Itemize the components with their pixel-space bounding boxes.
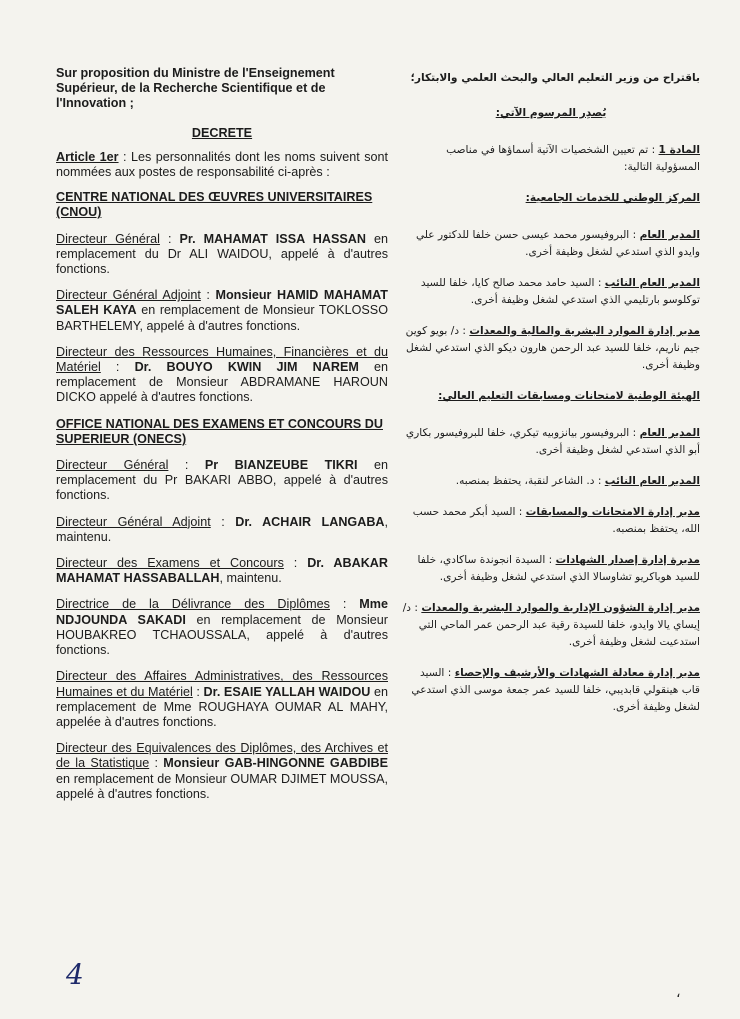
arabic-appointment-entry — [402, 275, 700, 309]
arabic-section-heading: المركز الوطني للخدمات الجامعية: — [525, 192, 700, 204]
arabic-entry-label: مدير إدارة الامتحانات والمسابقات — [525, 506, 700, 518]
arabic-appointment-entry — [402, 504, 700, 538]
french-entry-title: Directeur des Examens et Concours — [56, 556, 284, 571]
handwritten-page-number: 4 — [66, 958, 84, 991]
arabic-appointment-entry — [402, 227, 700, 261]
arabic-entry-label: المدير العام — [639, 427, 700, 439]
french-article-label: Article 1er — [56, 149, 119, 164]
french-entry-rest: en remplacement de Monsieur ABDRAMANE HAROUN DICKO appelé à d'autres fonctions. — [56, 360, 388, 405]
french-appointment-entry: Directrice de la Délivrance des Diplômes : Mme NDJOUNDA SAKADI en remplacement de Monsieur HOUBAKREO TCHAOUSSALA, appelé à d'autres fonctions. — [56, 597, 388, 658]
arabic-entry-label: مدير إدارة معادلة الشهادات والأرشيف والإحصاء — [454, 667, 700, 679]
french-entry-name: Dr. ACHAIR LANGABA — [235, 514, 385, 529]
french-entry-rest: en remplacement de Monsieur OUMAR DJIMET MOUSSA, appelé à d'autres fonctions. — [56, 771, 388, 801]
french-entry-name: Monsieur GAB-HINGONNE GABDIBE — [163, 756, 388, 771]
french-entry-title: Directeur des Equivalences des Diplômes, des Archives et de la Statistique — [56, 741, 388, 771]
french-entry-name: Monsieur HAMID MAHAMAT SALEH KAYA — [56, 288, 388, 318]
french-entry-title: Directeur des Affaires Administratives, des Ressources Humaines et du Matériel — [56, 669, 388, 699]
arabic-entry-text: : السيد قاب هينقولي قابديبي، خلفا للسيد عمر جمعة موسى الذي استدعي لشغل وظيفة أخرى. — [411, 667, 700, 713]
arabic-appointment-entry — [402, 425, 700, 459]
corner-mark: ، — [676, 984, 681, 1000]
french-entry-rest: en remplacement du Dr ALI WAIDOU, appelé à d'autres fonctions. — [56, 231, 388, 277]
french-article-text: : Les personnalités dont les noms suivent sont nommées aux postes de responsabilité ci-après : — [56, 149, 388, 180]
french-entry-name: Pr BIANZEUBE TIKRI — [204, 458, 358, 473]
arabic-entry-label: مدير إدارة الموارد البشرية والمالية والمعدات — [469, 325, 700, 337]
french-article-1 — [56, 150, 388, 180]
french-appointment-entry: Directeur Général : Pr BIANZEUBE TIKRI en remplacement du Pr BAKARI ABBO, appelé à d'autres fonctions. — [56, 458, 388, 503]
arabic-entry-text: : السيد أبكر محمد حسب الله، يحتفظ بمنصبه. — [412, 506, 700, 535]
french-entry-rest: en remplacement de Mme ROUGHAYA OUMAR AL MAHY, appelée à d'autres fonctions. — [56, 684, 389, 729]
arabic-article-1 — [402, 142, 700, 176]
arabic-column — [402, 70, 700, 730]
french-appointment-entry: Directeur Général Adjoint : Monsieur HAMID MAHAMAT SALEH KAYA en remplacement de Monsieur TOKLOSSO BARTHELEMY, appelé à d'autres fonctions. — [56, 288, 388, 333]
french-appointment-entry: Directeur des Affaires Administratives, des Ressources Humaines et du Matériel : Dr. ESAIE YALLAH WAIDOU en remplacement de Mme ROUGHAYA OUMAR AL MAHY, appelée à d'autres fonctions. — [56, 669, 389, 729]
french-entry-title: Directeur Général Adjoint — [56, 514, 211, 529]
arabic-entry-text: : السيد حامد محمد صالح كايا، خلفا للسيد توكلوسو بارتليمي الذي استدعي لشغل وظيفة أخرى. — [420, 277, 700, 306]
french-section-heading: CENTRE NATIONAL DES ŒUVRES UNIVERSITAIRES (CNOU) — [56, 190, 373, 220]
arabic-decrete-heading: يُصدِر المرسوم الآتي: — [495, 107, 607, 119]
french-section-heading: OFFICE NATIONAL DES EXAMENS ET CONCOURS DU SUPERIEUR (ONECS) — [56, 416, 383, 446]
arabic-entry-text: : السيدة انجوندة ساكادي، خلفا للسيد هوباكريو تشاوسالا الذي استدعي لشغل وظيفة أخرى. — [417, 554, 700, 583]
french-entry-rest: en remplacement de Monsieur TOKLOSSO BARTHELEMY, appelé à d'autres fonctions. — [56, 303, 388, 333]
arabic-entry-label: مديرة إدارة إصدار الشهادات — [555, 554, 700, 566]
french-entry-rest: , maintenu. — [56, 514, 389, 544]
french-appointment-entry: Directeur des Equivalences des Diplômes, des Archives et de la Statistique : Monsieur GAB-HINGONNE GABDIBE en remplacement de Monsieur OUMAR DJIMET MOUSSA, appelé à d'autres fonctions. — [56, 741, 388, 801]
french-entry-rest: , maintenu. — [219, 571, 282, 586]
french-entry-title: Directeur Général — [56, 458, 169, 473]
arabic-entry-label: المدير العام — [639, 229, 700, 241]
arabic-entry-label: مدير إدارة الشؤون الإدارية والموارد البشرية والمعدات — [421, 602, 700, 614]
french-intro: Sur proposition du Ministre de l'Enseignement Supérieur, de la Recherche Scientifique et de l'Innovation ; — [56, 66, 335, 111]
french-entry-name: Dr. BOUYO KWIN JIM NAREM — [134, 360, 359, 375]
french-entry-title: Directrice de la Délivrance des Diplômes — [56, 597, 330, 612]
arabic-article-text: : تم تعيين الشخصيات الآتية أسماؤها في مناصب المسؤولية التالية: — [446, 144, 700, 173]
arabic-entry-label: المدير العام النائب — [604, 277, 700, 289]
french-entry-name: Dr. ESAIE YALLAH WAIDOU — [203, 684, 371, 699]
french-decrete-heading: DECRETE — [191, 125, 253, 140]
arabic-appointment-entry — [402, 473, 700, 490]
arabic-entry-text: : البروفيسور بيانزوبيه تيكري، خلفا للبروفيسور بكاري أبو الذي استدعي لشغل وظيفة أخرى. — [405, 427, 700, 456]
french-entry-name: Pr. MAHAMAT ISSA HASSAN — [179, 231, 366, 246]
arabic-article-label: المادة 1 — [658, 144, 700, 156]
arabic-entry-label: المدير العام النائب — [604, 475, 700, 487]
arabic-entry-text: : د/ إيساي يالا وايدو، خلفا للسيدة رقية عبد الرحمن عمر الماحي التي استدعيت لشغل وظيفة أخرى. — [402, 602, 700, 648]
arabic-section-heading: الهيئة الوطنية لامتحانات ومسابقات التعليم العالي: — [438, 390, 700, 402]
french-entry-title: Directeur des Ressources Humaines, Financières et du Matériel — [56, 344, 388, 375]
french-entry-name: Mme NDJOUNDA SAKADI — [56, 597, 388, 627]
arabic-appointment-entry — [402, 552, 700, 586]
arabic-entry-text: : د/ بويو كوين جيم ناريم، خلفا للسيد عبد الرحمن هارون ديكو الذي استدعي لشغل وظيفة أخرى. — [405, 325, 700, 371]
french-entry-name: Dr. ABAKAR MAHAMAT HASSABALLAH — [56, 556, 388, 586]
arabic-appointment-entry — [402, 665, 700, 716]
arabic-entry-text: : د. الشاعر لنقبة، يحتفظ بمنصبه. — [455, 475, 602, 487]
french-entry-rest: en remplacement de Monsieur HOUBAKREO TCHAOUSSALA, appelé à d'autres fonctions. — [56, 612, 388, 658]
arabic-appointment-entry — [402, 323, 700, 374]
french-appointment-entry: Directeur Général : Pr. MAHAMAT ISSA HASSAN en remplacement du Dr ALI WAIDOU, appelé à d'autres fonctions. — [56, 231, 388, 277]
french-column — [56, 66, 388, 813]
french-entry-title: Directeur Général — [56, 231, 160, 246]
arabic-entry-text: : البروفيسور محمد عيسى حسن خلفا للدكتور علي وايدو الذي استدعي لشغل وظيفة أخرى. — [415, 229, 700, 258]
arabic-intro: باقتراح من وزير التعليم العالي والبحث العلمي والابتكار؛ — [410, 72, 700, 84]
french-entry-rest: en remplacement du Pr BAKARI ABBO, appelé à d'autres fonctions. — [56, 458, 388, 503]
arabic-appointment-entry — [402, 600, 700, 651]
french-appointment-entry: Directeur des Ressources Humaines, Financières et du Matériel : Dr. BOUYO KWIN JIM NAREM en remplacement de Monsieur ABDRAMANE HAROUN DICKO appelé à d'autres fonctions. — [56, 344, 388, 405]
french-entry-title: Directeur Général Adjoint — [56, 288, 201, 303]
french-appointment-entry: Directeur Général Adjoint : Dr. ACHAIR LANGABA, maintenu. — [56, 514, 389, 544]
french-appointment-entry: Directeur des Examens et Concours : Dr. ABAKAR MAHAMAT HASSABALLAH, maintenu. — [56, 556, 388, 586]
